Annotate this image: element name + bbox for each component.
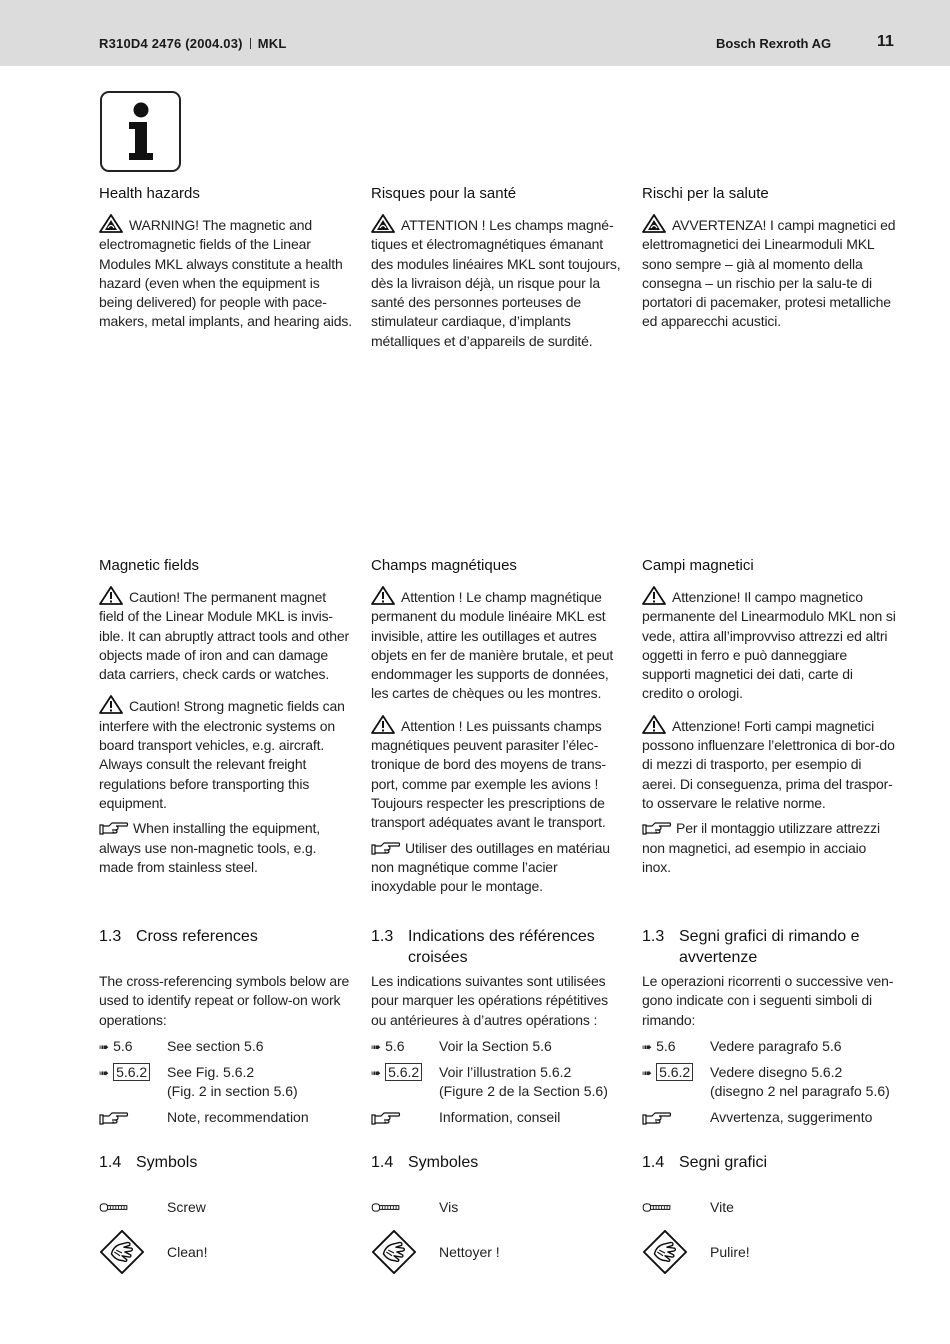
section-intro: The cross-referencing symbols below are used to identify repeat or follow-on work operations: (99, 973, 350, 1028)
reference-row (99, 1037, 354, 1056)
section-title: Rischi per la salute (642, 185, 769, 202)
reference-text: Information, conseil (439, 1108, 561, 1125)
caution-triangle-icon (371, 586, 395, 605)
warning-text: WARNING! The magnetic and electromagnetic fields of the Linear Modules MKL always constitute a health hazard (even when the equipment is being delivered) for people with pace-makers, metal implants, and hearing aids. (99, 217, 352, 330)
caution-text: Attention ! Le champ magnétique permanent du module linéaire MKL est invisible, attire les outillages et autres objets en fer de manière brutale, et peut endommager les supports de données, les cartes de chèques ou les montres. (371, 589, 614, 702)
reference-symbol: ➠ 5.6 (371, 1037, 405, 1054)
screw-icon (99, 1202, 129, 1213)
symbols-section-it (642, 1152, 897, 1262)
symbol-row (99, 1198, 354, 1217)
arrow-icon: ➠ (642, 1039, 653, 1054)
arrow-icon: ➠ (371, 1039, 382, 1054)
info-icon (100, 91, 181, 172)
note-paragraph (642, 819, 897, 877)
caution-triangle-icon (371, 715, 395, 734)
symbol-label: Screw (167, 1199, 206, 1215)
section-intro: Le operazioni ricorrenti o successive ven-gono indicate con i seguenti simboli di rimando: (642, 973, 894, 1028)
caution-paragraph (371, 715, 626, 833)
screw-icon (371, 1202, 401, 1213)
health-hazards-section-en (99, 184, 354, 332)
section-title: Segni grafici (679, 1154, 768, 1171)
clean-hands-icon (99, 1229, 145, 1275)
caution-paragraph (371, 586, 626, 704)
section-heading (99, 1152, 354, 1173)
warning-paragraph (371, 214, 626, 351)
reference-row (642, 1108, 897, 1127)
section-number: 1.4 (642, 1154, 665, 1171)
symbol-label: Pulire! (710, 1244, 750, 1260)
section-title: Health hazards (99, 185, 200, 202)
reference-symbol: ➠ 5.6 (642, 1037, 676, 1054)
section-title: Risques pour la santé (371, 185, 517, 202)
pointing-hand-icon (99, 1110, 129, 1126)
caution-text: Caution! Strong magnetic fields can interfere with the electronic systems on board transport vehicles, e.g. aircraft. Always consult the relevant freight regulations before transporting this equipment. (99, 698, 345, 811)
section-number: 1.3 (642, 928, 665, 945)
section-intro: Les indications suivantes sont utilisées pour marquer les opérations répétitives ou antérieures à d’autres opérations : (371, 973, 608, 1028)
section-heading (642, 926, 897, 968)
section-heading (642, 1152, 897, 1173)
cross-references-section-en (99, 926, 354, 1127)
section-number: 1.3 (99, 928, 122, 945)
reference-text: Vedere paragrafo 5.6 (710, 1037, 842, 1054)
note-paragraph (371, 839, 626, 897)
reference-row (371, 1108, 626, 1127)
section-title: Symboles (408, 1154, 479, 1171)
cross-references-section-it (642, 926, 897, 1127)
symbol-label: Clean! (167, 1244, 208, 1260)
reference-row (99, 1063, 354, 1102)
pointing-hand-icon (371, 840, 401, 856)
caution-triangle-icon (642, 586, 666, 605)
section-heading (371, 926, 626, 968)
caution-paragraph (642, 715, 897, 813)
reference-symbol: ➠ 5.6.2 (642, 1063, 693, 1083)
caution-text: Attenzione! Il campo magnetico permanente del Linearmodulo MKL non si vede, attira all’improvviso attrezzi ed altri oggetti in ferro e può danneggiare supporti magnetici dei dati, carte di credito o orologi. (642, 589, 896, 702)
reference-text: See section 5.6 (167, 1037, 264, 1054)
symbols-section-fr (371, 1152, 626, 1262)
header-separator (250, 38, 251, 49)
health-hazards-section-fr (371, 184, 626, 351)
section-title: Indications des références croisées (408, 928, 595, 966)
arrow-icon: ➠ (642, 1066, 653, 1081)
caution-paragraph (642, 586, 897, 704)
section-number: 1.3 (371, 928, 394, 945)
reference-symbol: ➠ 5.6.2 (371, 1063, 422, 1083)
symbol-row (371, 1198, 626, 1217)
section-number: 1.4 (99, 1154, 122, 1171)
symbol-row (642, 1243, 897, 1262)
arrow-icon: ➠ (99, 1066, 110, 1081)
section-heading (99, 926, 354, 947)
reference-text: See Fig. 5.6.2 (Fig. 2 in section 5.6) (167, 1064, 298, 1100)
page-header (0, 0, 950, 66)
arrow-icon: ➠ (371, 1066, 382, 1081)
warning-paragraph (99, 214, 354, 332)
reference-symbol: ➠ 5.6 (99, 1037, 133, 1054)
caution-triangle-icon (642, 715, 666, 734)
section-heading (371, 1152, 626, 1173)
warning-text: ATTENTION ! Les champs magné-tiques et électromagnétiques émanant des modules linéaires MKL sont toujours, dès la livraison déjà, un risque pour la santé des personnes porteuses de stimulateur cardiaque, d’implants métalliques et d’appareils de surdité. (371, 217, 621, 349)
reference-row (642, 1037, 897, 1056)
pointing-hand-icon (642, 820, 672, 836)
reference-row (642, 1063, 897, 1102)
caution-triangle-icon (99, 586, 123, 605)
caution-triangle-icon (99, 695, 123, 714)
reference-text: Note, recommendation (167, 1108, 309, 1125)
section-title: Cross references (136, 928, 258, 945)
note-text: Utiliser des outillages en matériau non magnétique comme l’acier inoxydable pour le montage. (371, 839, 610, 895)
clean-hands-icon (371, 1229, 417, 1275)
pointing-hand-icon (371, 1110, 401, 1126)
doc-reference (99, 36, 286, 51)
reference-text: Vedere disegno 5.6.2 (disegno 2 nel paragrafo 5.6) (710, 1064, 890, 1100)
reference-row (371, 1063, 626, 1102)
magnetic-fields-section-it (642, 556, 897, 877)
caution-text: Attention ! Les puissants champs magnétiques peuvent parasiter l’élec-tronique de bord des moyens de trans-port, comme par exemple les avions ! Toujours respecter les prescriptions de transport adéquates avant le transport. (371, 717, 606, 831)
section-title: Segni grafici di rimando e avvertenze (679, 928, 860, 966)
symbol-row (642, 1198, 897, 1217)
reference-symbol: ➠ 5.6.2 (99, 1063, 150, 1083)
note-paragraph (99, 819, 354, 877)
caution-paragraph (99, 695, 354, 813)
magnetic-fields-section-en (99, 556, 354, 877)
product-name: MKL (257, 36, 287, 51)
section-title: Magnetic fields (99, 557, 200, 574)
caution-paragraph (99, 586, 354, 684)
reference-text: Voir la Section 5.6 (439, 1037, 552, 1054)
reference-text: Avvertenza, suggerimento (710, 1108, 873, 1125)
magnet-hazard-warning-icon (371, 214, 395, 233)
magnetic-fields-section-fr (371, 556, 626, 896)
section-title: Champs magnétiques (371, 557, 517, 574)
magnet-hazard-warning-icon (642, 214, 666, 233)
doc-id: R310D4 2476 (2004.03) (99, 36, 243, 51)
symbol-label: Vite (710, 1199, 734, 1215)
warning-paragraph (642, 214, 897, 332)
reference-row (371, 1037, 626, 1056)
symbol-row (99, 1243, 354, 1262)
reference-row (99, 1108, 354, 1127)
screw-icon (642, 1202, 672, 1213)
note-text: Per il montaggio utilizzare attrezzi non magnetici, ad esempio in acciaio inox. (642, 820, 880, 875)
warning-text: AVVERTENZA! I campi magnetici ed elettromagnetici dei Linearmoduli MKL sono sempre – già al momento della consegna – un rischio per la salu-te di portatori di pacemaker, protesi metalliche ed apparecchi acustici. (642, 217, 896, 330)
health-hazards-section-it (642, 184, 897, 332)
symbol-label: Nettoyer ! (439, 1244, 500, 1260)
magnet-hazard-warning-icon (99, 214, 123, 233)
clean-hands-icon (642, 1229, 688, 1275)
pointing-hand-icon (642, 1110, 672, 1126)
note-text: When installing the equipment, always use non-magnetic tools, e.g. made from stainless steel. (99, 820, 320, 875)
cross-references-section-fr (371, 926, 626, 1127)
symbols-section-en (99, 1152, 354, 1262)
company-name: Bosch Rexroth AG (716, 36, 832, 51)
reference-text: Voir l’illustration 5.6.2 (Figure 2 de la Section 5.6) (439, 1064, 608, 1100)
caution-text: Caution! The permanent magnet field of the Linear Module MKL is invis-ible. It can abruptly attract tools and other objects made of iron and can damage data carriers, check cards or watches. (99, 589, 350, 683)
arrow-icon: ➠ (99, 1039, 110, 1054)
symbol-row (371, 1243, 626, 1262)
pointing-hand-icon (99, 820, 129, 836)
section-title: Symbols (136, 1154, 198, 1171)
section-title: Campi magnetici (642, 557, 754, 574)
symbol-label: Vis (439, 1199, 459, 1215)
section-number: 1.4 (371, 1154, 394, 1171)
caution-text: Attenzione! Forti campi magnetici possono influenzare l’elettronica di bor-do di mezzi di trasporto, per esempio di aerei. Di conseguenza, prima del traspor-to osservare le relative norme. (642, 717, 895, 811)
page-number: 11 (877, 33, 894, 50)
